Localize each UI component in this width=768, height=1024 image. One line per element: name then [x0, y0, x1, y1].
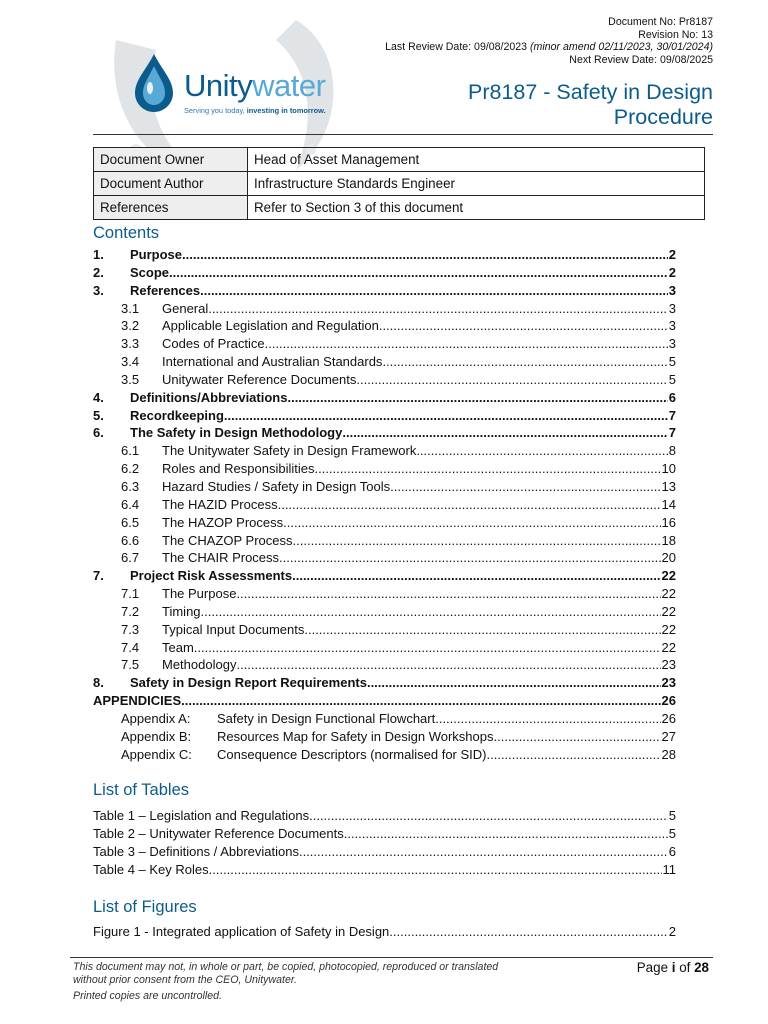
- list-of-figures-heading: List of Figures: [93, 898, 197, 916]
- toc-title: Typical Input Documents: [162, 621, 305, 637]
- info-key: References: [94, 196, 248, 220]
- toc-number: 7.3: [121, 621, 140, 637]
- toc-page: 7: [668, 425, 676, 441]
- toc-number: 7.4: [121, 639, 140, 655]
- logo-tagline: Serving you today, investing in tomorrow.: [184, 106, 326, 115]
- toc-entry[interactable]: [93, 442, 676, 460]
- toc-title: Timing: [162, 603, 201, 619]
- dot-leader: [344, 825, 668, 843]
- toc-entry[interactable]: [93, 353, 676, 371]
- table-of-contents: [93, 246, 676, 763]
- toc-page: 14: [661, 496, 676, 512]
- footer-divider: [70, 957, 713, 958]
- info-key: Document Owner: [94, 148, 248, 172]
- toc-title: APPENDICIES: [93, 693, 182, 709]
- toc-title: The Purpose: [162, 586, 237, 602]
- toc-page: 22: [661, 586, 676, 602]
- info-row: [94, 148, 705, 172]
- toc-page: 23: [661, 675, 676, 691]
- dot-leader: [299, 843, 668, 861]
- toc-title: Table 1 – Legislation and Regulations: [93, 808, 310, 823]
- toc-entry[interactable]: [93, 710, 676, 728]
- unitywater-logo: [132, 52, 332, 122]
- dot-leader: [494, 728, 661, 746]
- last-review-date: Last Review Date: 09/08/2023 (minor amend 02/11/2023, 30/01/2024): [385, 41, 713, 54]
- toc-entry[interactable]: [93, 335, 676, 353]
- toc-number: 3.: [93, 282, 104, 298]
- toc-page: 3: [668, 282, 676, 298]
- toc-title: The Unitywater Safety in Design Framework: [162, 443, 417, 459]
- toc-title: Figure 1 - Integrated application of Safety in Design: [93, 924, 390, 939]
- dot-leader: [314, 460, 660, 478]
- contents-heading: Contents: [93, 224, 160, 242]
- toc-number: 1.: [93, 247, 104, 262]
- toc-page: 23: [661, 657, 676, 673]
- dot-leader: [279, 549, 660, 567]
- toc-entry[interactable]: [93, 728, 676, 746]
- toc-number: 3.5: [121, 371, 140, 387]
- toc-page: 3: [668, 300, 676, 316]
- dot-leader: [389, 923, 667, 941]
- toc-title: Table 2 – Unitywater Reference Documents: [93, 826, 344, 841]
- footer-copyright-note: This document may not, in whole or part, be copied, photocopied, reproduced or translated without prior consent from the CEO, Unitywater. Printed copies are uncontrolled.: [73, 961, 533, 1003]
- toc-page: 22: [661, 603, 676, 619]
- header-divider: [93, 134, 713, 135]
- logo-wordmark: Unitywater: [184, 68, 326, 103]
- toc-title: Roles and Responsibilities: [162, 461, 315, 477]
- toc-page: 11: [662, 862, 676, 877]
- toc-title: Table 4 – Key Roles: [93, 862, 209, 877]
- toc-entry[interactable]: [93, 843, 676, 861]
- toc-entry[interactable]: [93, 603, 676, 621]
- toc-entry[interactable]: [93, 317, 676, 335]
- toc-entry[interactable]: [93, 861, 676, 879]
- toc-page: 16: [661, 514, 676, 530]
- info-key: Document Author: [94, 172, 248, 196]
- revision-number: Revision No: 13: [638, 28, 713, 41]
- toc-number: 6.6: [121, 532, 140, 548]
- toc-number: Appendix A:: [121, 710, 191, 726]
- dot-leader: [309, 807, 668, 825]
- toc-page: 27: [661, 728, 676, 744]
- dot-leader: [435, 710, 660, 728]
- dot-leader: [382, 353, 667, 371]
- dot-leader: [224, 407, 668, 425]
- toc-number: 3.4: [121, 354, 140, 370]
- toc-entry[interactable]: [93, 282, 676, 300]
- info-value: Head of Asset Management: [248, 148, 705, 172]
- dot-leader: [194, 639, 661, 657]
- toc-number: 4.: [93, 389, 104, 405]
- toc-number: 6.4: [121, 496, 140, 512]
- toc-title: Table 3 – Definitions / Abbreviations: [93, 844, 299, 859]
- toc-title: The CHAIR Process: [162, 550, 280, 566]
- dot-leader: [208, 300, 668, 318]
- toc-entry[interactable]: [93, 246, 676, 264]
- toc-number: 7.1: [121, 586, 140, 602]
- footer-uncontrolled-note: Printed copies are uncontrolled.: [73, 990, 222, 1003]
- dot-leader: [390, 478, 660, 496]
- dot-leader: [182, 246, 668, 264]
- toc-number: Appendix B:: [121, 728, 192, 744]
- toc-title: Project Risk Assessments: [130, 568, 293, 584]
- toc-number: 6.2: [121, 461, 140, 477]
- toc-entry[interactable]: [93, 656, 676, 674]
- toc-page: 22: [661, 568, 676, 584]
- toc-page: 28: [661, 746, 676, 762]
- toc-page: 5: [668, 808, 676, 823]
- dot-leader: [342, 424, 667, 442]
- toc-page: 2: [668, 924, 676, 939]
- info-row: [94, 196, 705, 220]
- page-number: Page i of 28: [636, 960, 709, 975]
- toc-entry[interactable]: [93, 621, 676, 639]
- toc-number: Appendix C:: [121, 746, 192, 762]
- toc-title: Recordkeeping: [130, 407, 224, 423]
- toc-number: 3.2: [121, 318, 140, 334]
- dot-leader: [278, 496, 661, 514]
- dot-leader: [209, 861, 662, 879]
- dot-leader: [200, 282, 668, 300]
- toc-number: 6.: [93, 425, 104, 441]
- toc-entry[interactable]: [93, 300, 676, 318]
- toc-title: Safety in Design Functional Flowchart: [217, 710, 436, 726]
- toc-title: Team: [162, 639, 194, 655]
- toc-page: 26: [661, 693, 676, 709]
- toc-title: The CHAZOP Process: [162, 532, 293, 548]
- dot-leader: [367, 674, 661, 692]
- toc-page: 5: [668, 371, 676, 387]
- toc-number: 3.1: [121, 300, 140, 316]
- toc-title: The HAZID Process: [162, 496, 278, 512]
- toc-page: 10: [661, 461, 676, 477]
- dot-leader: [293, 532, 661, 550]
- toc-page: 26: [661, 710, 676, 726]
- toc-page: 5: [668, 826, 676, 841]
- toc-entry[interactable]: [93, 424, 676, 442]
- toc-entry[interactable]: [93, 264, 676, 282]
- dot-leader: [304, 621, 660, 639]
- toc-entry[interactable]: [93, 674, 676, 692]
- dot-leader: [236, 585, 660, 603]
- toc-entry[interactable]: [93, 639, 676, 657]
- toc-number: 5.: [93, 407, 104, 423]
- dot-leader: [487, 746, 661, 764]
- toc-page: 2: [668, 247, 676, 262]
- toc-number: 8.: [93, 675, 104, 691]
- dot-leader: [265, 335, 668, 353]
- next-review-date: Next Review Date: 09/08/2025: [569, 53, 713, 66]
- document-info-table: [93, 147, 705, 220]
- dot-leader: [416, 442, 667, 460]
- toc-number: 2.: [93, 264, 104, 280]
- dot-leader: [356, 371, 667, 389]
- dot-leader: [169, 264, 668, 282]
- toc-number: 7.: [93, 568, 104, 584]
- toc-entry[interactable]: [93, 692, 676, 710]
- toc-page: 22: [661, 639, 676, 655]
- toc-page: 7: [668, 407, 676, 423]
- toc-title: Hazard Studies / Safety in Design Tools: [162, 478, 391, 494]
- toc-title: Consequence Descriptors (normalised for SID): [217, 746, 487, 762]
- minor-amend-note: (minor amend 02/11/2023, 30/01/2024): [530, 41, 713, 54]
- toc-number: 7.2: [121, 603, 140, 619]
- toc-page: 3: [668, 318, 676, 334]
- toc-title: Unitywater Reference Documents: [162, 371, 357, 387]
- toc-page: 8: [668, 443, 676, 459]
- info-value: Refer to Section 3 of this document: [248, 196, 705, 220]
- dot-leader: [287, 389, 667, 407]
- toc-title: The HAZOP Process: [162, 514, 284, 530]
- toc-title: References: [130, 282, 201, 298]
- toc-entry[interactable]: [93, 585, 676, 603]
- list-of-tables: [93, 807, 676, 879]
- toc-title: The Safety in Design Methodology: [130, 425, 343, 441]
- toc-number: 6.7: [121, 550, 140, 566]
- toc-entry[interactable]: [93, 807, 676, 825]
- toc-entry[interactable]: [93, 389, 676, 407]
- toc-number: 6.3: [121, 478, 140, 494]
- toc-title: Safety in Design Report Requirements: [130, 675, 367, 691]
- list-of-figures: [93, 923, 676, 941]
- toc-entry[interactable]: [93, 496, 676, 514]
- dot-leader: [379, 317, 668, 335]
- toc-title: Definitions/Abbreviations: [130, 389, 288, 405]
- toc-title: Applicable Legislation and Regulation: [162, 318, 379, 334]
- toc-page: 18: [661, 532, 676, 548]
- toc-number: 3.3: [121, 336, 140, 352]
- water-drop-icon: [132, 52, 176, 114]
- doc-number: Document No: Pr8187: [608, 16, 713, 28]
- toc-entry[interactable]: [93, 923, 676, 941]
- toc-page: 20: [661, 550, 676, 566]
- toc-title: Methodology: [162, 657, 237, 673]
- toc-title: Codes of Practice: [162, 336, 265, 352]
- toc-page: 3: [668, 336, 676, 352]
- toc-title: Resources Map for Safety in Design Workshops: [217, 728, 494, 744]
- list-of-tables-heading: List of Tables: [93, 781, 190, 799]
- dot-leader: [201, 603, 661, 621]
- document-title: Pr8187 - Safety in Design Procedure: [468, 80, 713, 129]
- toc-title: General: [162, 300, 209, 316]
- toc-page: 22: [661, 621, 676, 637]
- toc-title: Purpose: [130, 247, 183, 262]
- toc-page: 2: [668, 264, 676, 280]
- toc-entry[interactable]: [93, 549, 676, 567]
- toc-entry[interactable]: [93, 746, 676, 764]
- dot-leader: [236, 656, 660, 674]
- toc-entry[interactable]: [93, 460, 676, 478]
- toc-title: International and Australian Standards: [162, 354, 383, 370]
- toc-title: Scope: [130, 264, 170, 280]
- toc-entry[interactable]: [93, 407, 676, 425]
- info-row: [94, 172, 705, 196]
- dot-leader: [292, 567, 660, 585]
- document-meta: [385, 16, 713, 66]
- dot-leader: [283, 514, 660, 532]
- toc-entry[interactable]: [93, 478, 676, 496]
- info-value: Infrastructure Standards Engineer: [248, 172, 705, 196]
- toc-entry[interactable]: [93, 514, 676, 532]
- toc-entry[interactable]: [93, 371, 676, 389]
- toc-page: 13: [661, 478, 676, 494]
- toc-page: 6: [668, 844, 676, 859]
- toc-entry[interactable]: [93, 567, 676, 585]
- dot-leader: [181, 692, 660, 710]
- toc-number: 6.5: [121, 514, 140, 530]
- toc-page: 5: [668, 354, 676, 370]
- toc-entry[interactable]: [93, 532, 676, 550]
- toc-number: 7.5: [121, 657, 140, 673]
- toc-page: 6: [668, 389, 676, 405]
- toc-entry[interactable]: [93, 825, 676, 843]
- toc-number: 6.1: [121, 443, 140, 459]
